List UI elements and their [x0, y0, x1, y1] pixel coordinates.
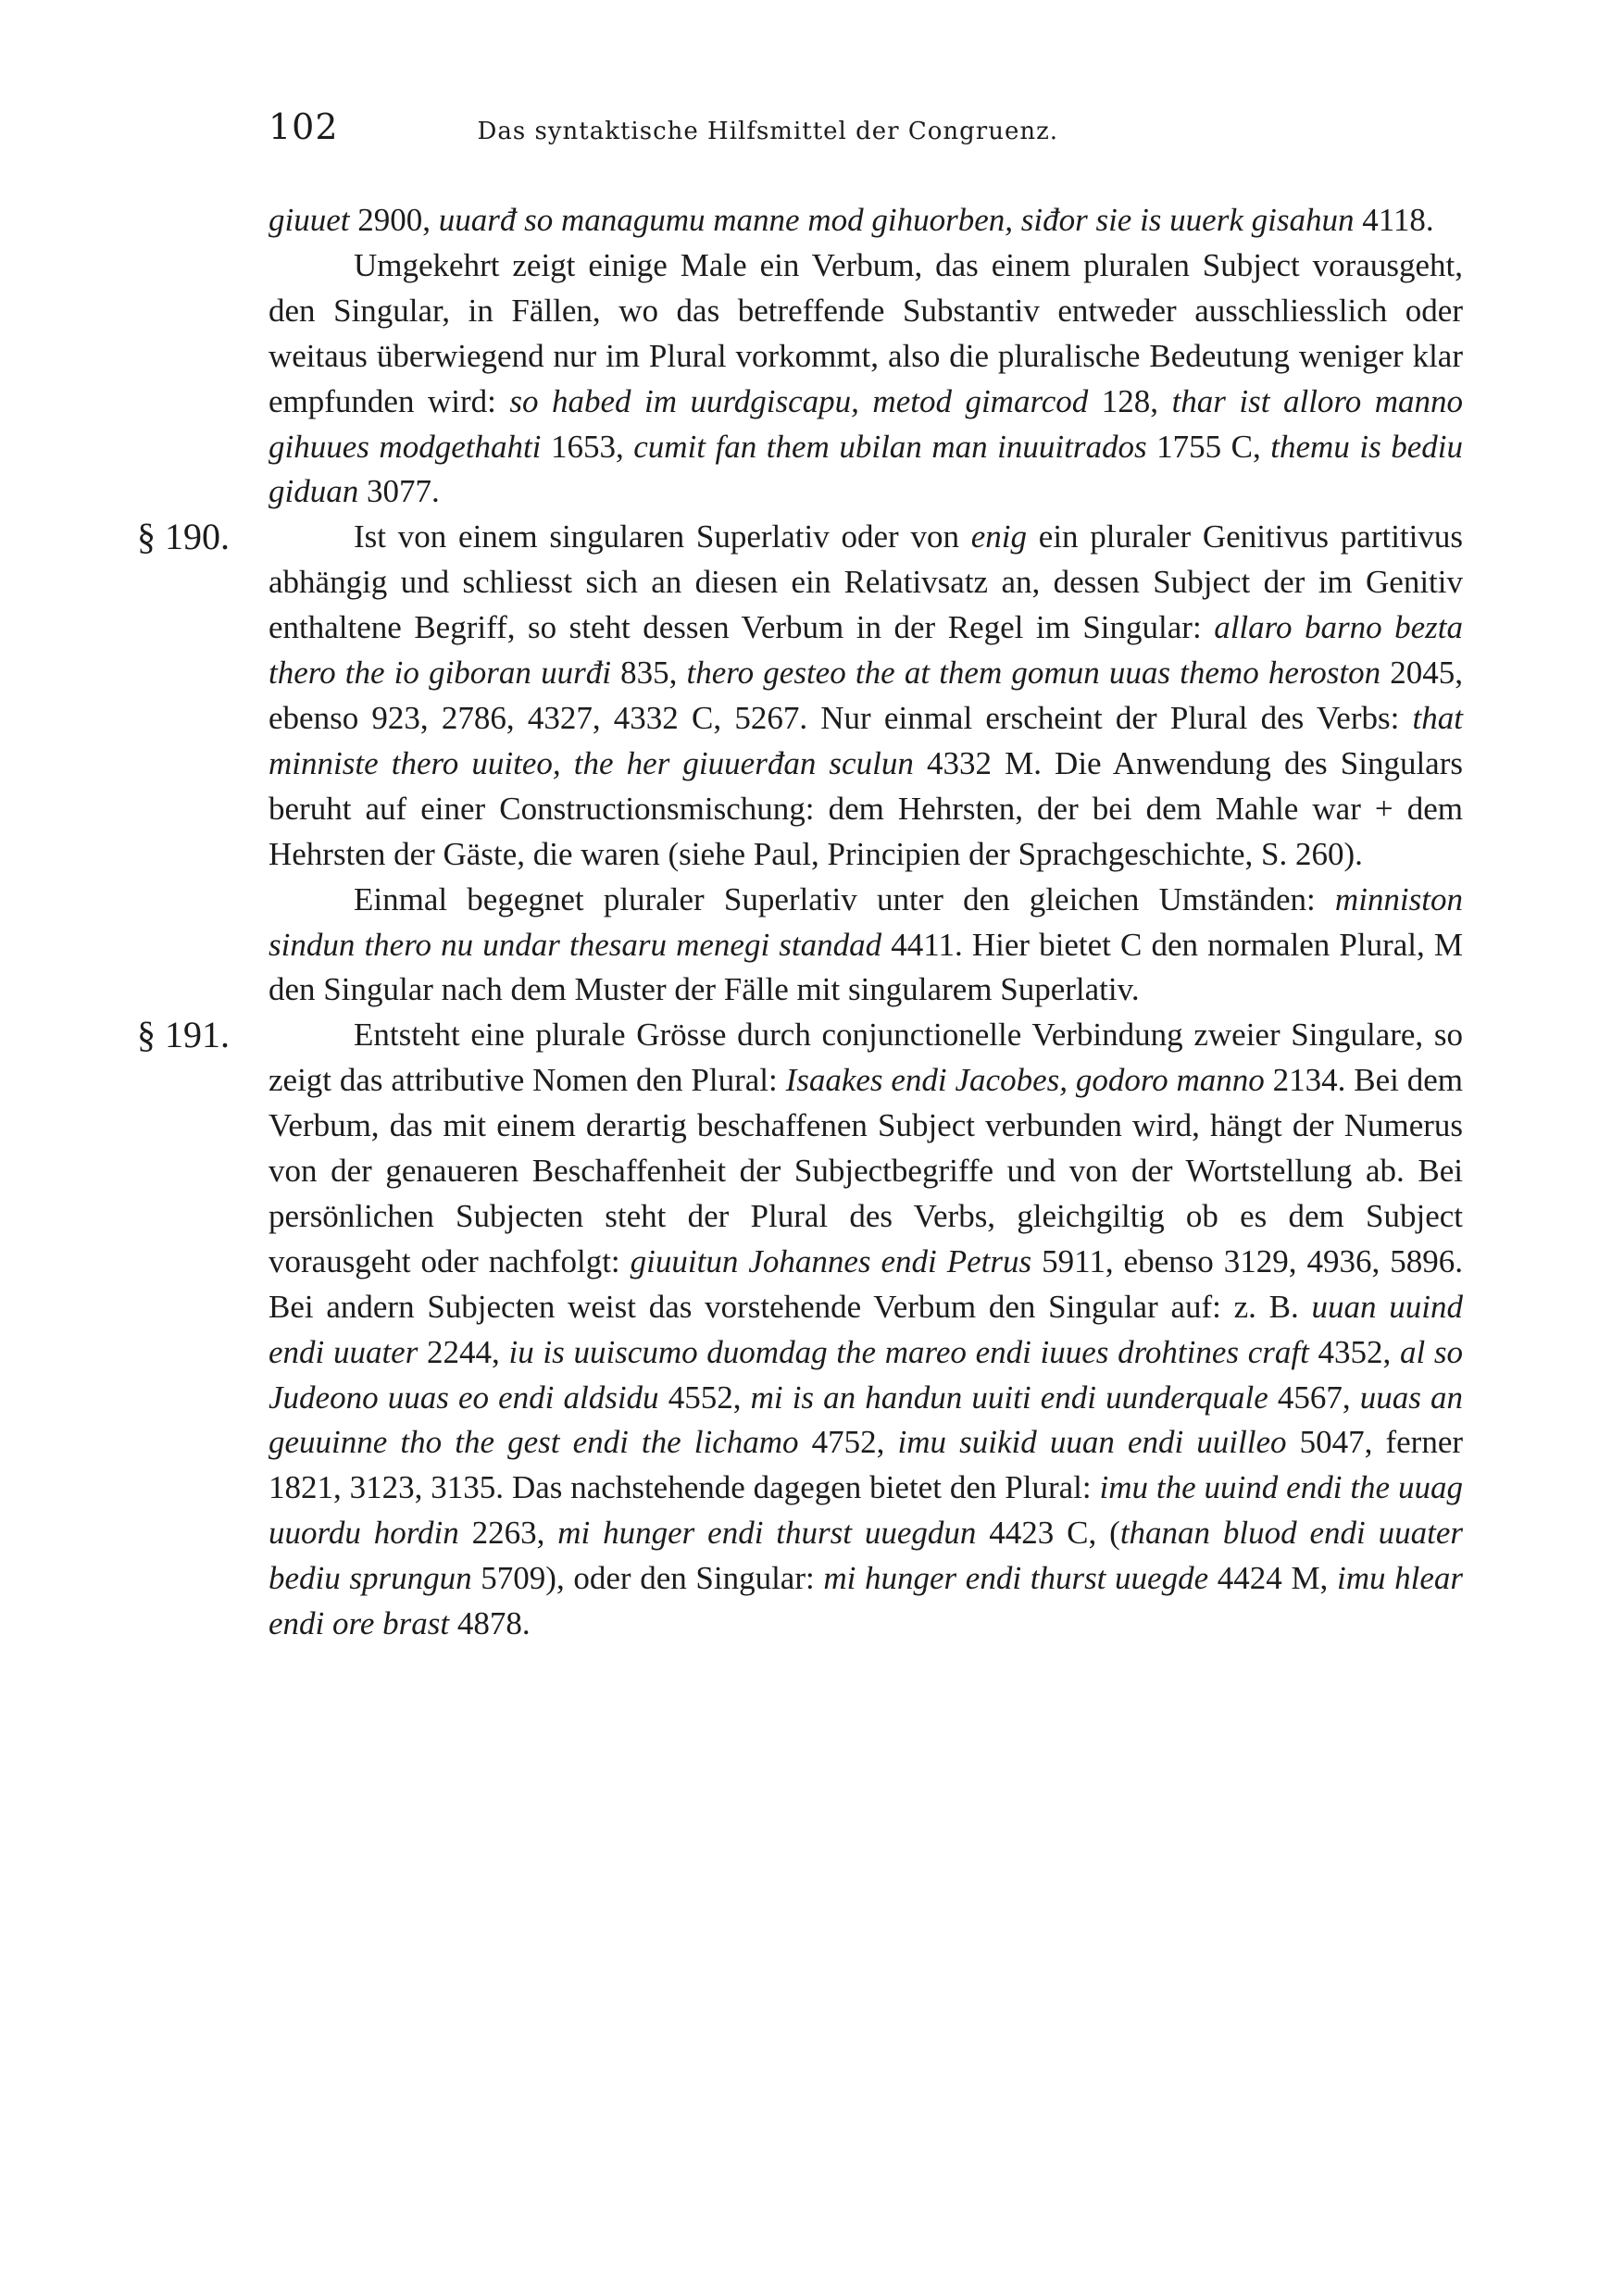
page-number: 102 [269, 106, 339, 147]
text-segment: 3077. [358, 473, 440, 510]
text-segment: 5709), oder den Singular: [471, 1560, 824, 1597]
italic-quote: imu the uuind endi the uuag uuordu hordin [269, 1469, 1463, 1552]
italic-quote: allaro barno bezta thero the io giboran uurđi [269, 609, 1463, 692]
italic-quote: giuuitun Johannes endi Petrus [630, 1242, 1032, 1279]
italic-quote: imu hlear endi ore brast [269, 1560, 1463, 1642]
section-number: § 191. [137, 1014, 230, 1056]
text-segment: 4752, [798, 1424, 898, 1461]
text-segment: 4332 M. Die Anwendung des Singulars beruht auf einer Constructionsmischung: dem Hehrsten, der bei dem Mahle war + dem Hehrsten der Gäste, die waren (siehe Paul, Principien der Sprachgeschichte, S. 260). [269, 744, 1463, 872]
italic-quote: iu is uuiscumo duomdag the mareo endi iuues drohtines craft [508, 1333, 1309, 1370]
italic-quote: al so Judeono uuas eo endi aldsidu [269, 1333, 1464, 1416]
text-segment: 2263, [458, 1515, 558, 1552]
body-text [137, 198, 1464, 1647]
italic-quote: cumit fan them ubilan man inuuitrados [633, 428, 1147, 465]
italic-quote: uuan uuind endi uuater [269, 1288, 1463, 1370]
text-segment: 5911, ebenso 3129, 4936, 5896. Bei andern Subjecten weist das vorstehende Verbum den Singular auf: z. B. [269, 1242, 1463, 1325]
text-segment: Entsteht eine plurale Grösse durch conjunctionelle Verbindung zweier Singulare, so zeigt das attributive Nomen den Plural: [269, 1017, 1463, 1099]
text-segment: 2134. Bei dem Verbum, das mit einem derartig beschaffenen Subject verbunden wird, hängt der Numerus von der genaueren Beschaffenheit der Subjectbegriffe und von der Wortstellung ab. Bei persönlichen Subjecten steht der Plural des Verbs, gleichgiltig ob es dem Subject vorausgeht oder nachfolgt: [269, 1062, 1463, 1279]
text-segment: 4352, [1308, 1333, 1400, 1370]
text-segment: 128, [1088, 382, 1172, 419]
italic-quote: uuas an geuuinne tho the gest endi the lichamo [269, 1379, 1463, 1461]
text-segment: 1755 C, [1146, 428, 1271, 465]
paragraph [269, 198, 1463, 243]
italic-quote: minniston sindun thero nu undar thesaru menegi standad [269, 880, 1463, 963]
paragraph [269, 878, 1463, 1014]
page-header [269, 106, 1472, 147]
text-segment: 835, [610, 655, 687, 692]
text-segment: 4424 M, [1208, 1560, 1337, 1597]
section-number: § 190. [137, 516, 230, 558]
paragraph [137, 515, 1463, 877]
text-segment: 4878. [449, 1605, 531, 1642]
italic-quote: that minniste thero uuiteo, the her giuuerđan sculun [269, 699, 1463, 781]
text-segment: 5047, ferner 1821, 3123, 3135. Das nachstehende dagegen bietet den Plural: [269, 1424, 1464, 1506]
text-segment: 4567, [1268, 1379, 1360, 1416]
text-segment: Umgekehrt zeigt einige Male ein Verbum, das einem pluralen Subject vorausgeht, den Singular, in Fällen, wo das betreffende Substantiv entweder ausschliesslich oder weitaus überwiegend nur im Plural vorkommt, also die pluralische Bedeutung weniger klar empfunden wird: [269, 246, 1463, 419]
text-segment: 2244, [418, 1333, 509, 1370]
text-segment: Einmal begegnet pluraler Superlativ unter den gleichen Umständen: [354, 880, 1335, 917]
italic-quote: thar ist alloro manno gihuues modgethahti [269, 382, 1464, 465]
italic-quote: mi hunger endi thurst uuegdun [557, 1515, 977, 1552]
italic-quote: enig [970, 518, 1028, 555]
text-segment: ein pluraler Genitivus partitivus abhängig und schliesst sich an diesen ein Relativsatz an, dessen Subject der im Genitiv enthaltene Begriff, so steht dessen Verbum in der Regel im Singular: [269, 518, 1463, 646]
text-segment: 2900, [349, 202, 439, 238]
running-title: Das syntaktische Hilfsmittel der Congruenz. [477, 118, 1059, 145]
italic-quote: so habed im uurdgiscapu, metod gimarcod [509, 382, 1089, 419]
italic-quote: thanan bluod endi uuater bediu sprungun [269, 1515, 1464, 1597]
text-segment: 2045, ebenso 923, 2786, 4327, 4332 C, 5267. Nur einmal erscheint der Plural des Verbs: [269, 655, 1463, 736]
italic-quote: Isaakes endi Jacobes, godoro manno [785, 1062, 1265, 1099]
italic-quote: uuarđ so managumu manne mod gihuorben, siđor sie is uuerk gisahun [438, 202, 1355, 238]
text-segment: 4411. Hier bietet C den normalen Plural, M den Singular nach dem Muster der Fälle mit singularem Superlativ. [269, 926, 1463, 1008]
paragraph [137, 1013, 1464, 1647]
italic-quote: themu is bediu giduan [269, 428, 1463, 510]
text-segment: 4552, [658, 1379, 751, 1416]
italic-quote: mi is an handun uuiti endi uunderquale [750, 1379, 1268, 1416]
text-segment: 4118. [1354, 202, 1434, 238]
italic-quote: thero gesteo the at them gomun uuas themo heroston [686, 655, 1381, 692]
paragraph [269, 243, 1463, 515]
text-segment: 4423 C, ( [976, 1515, 1120, 1552]
text-segment: 1653, [541, 428, 634, 465]
italic-quote: giuuet [269, 202, 350, 238]
text-segment: Ist von einem singularen Superlativ oder von [354, 518, 971, 555]
italic-quote: imu suikid uuan endi uuilleo [897, 1424, 1287, 1461]
italic-quote: mi hunger endi thurst uuegde [823, 1560, 1209, 1597]
